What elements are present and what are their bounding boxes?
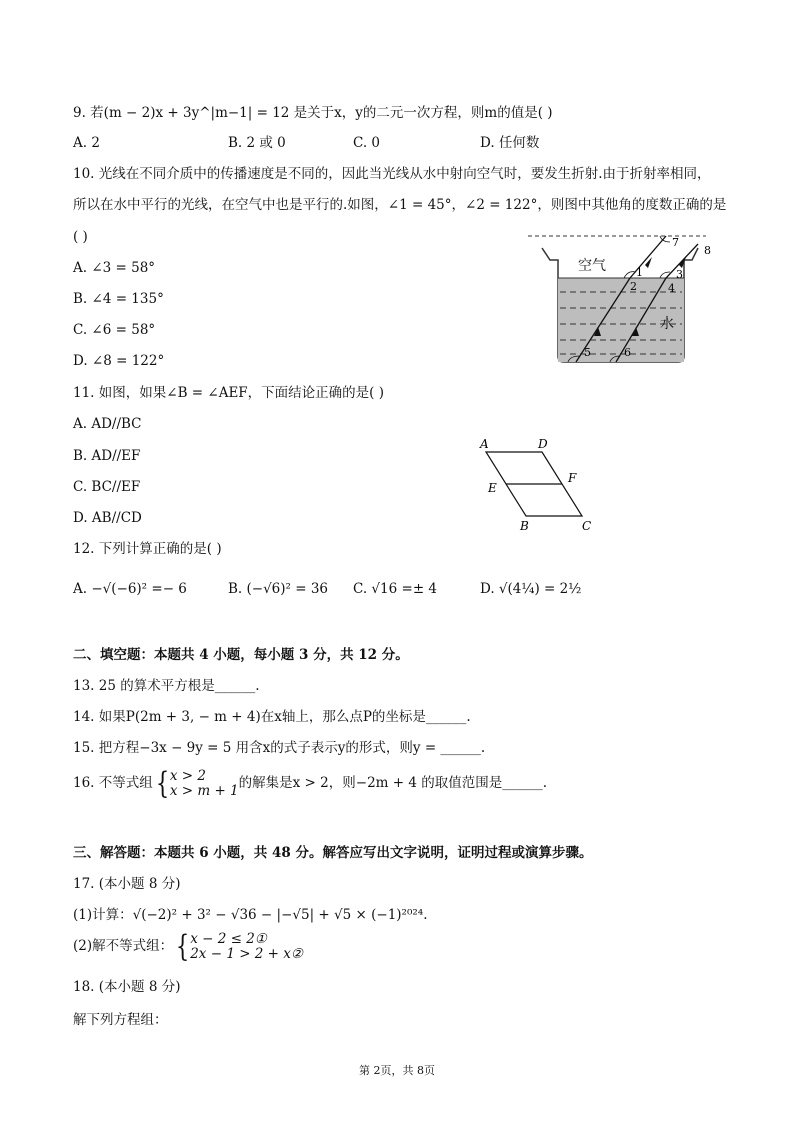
q16-system-line2: x > m + 1 <box>169 782 239 799</box>
q16-system-line1: x > 2 <box>169 767 206 784</box>
q14-line: 14. 如果P(2m + 3, − m + 4)在x轴上，那么点P的坐标是______. <box>73 709 471 725</box>
q18-body: 解下列方程组： <box>73 1012 168 1028</box>
q16-line <box>73 765 548 801</box>
point-c-label: C <box>582 519 592 532</box>
air-label: 空气 <box>578 258 606 274</box>
q9-option-b: B. 2 或 0 <box>228 135 286 151</box>
q10-option-a: A. ∠3 = 58° <box>73 260 156 276</box>
point-d-label: D <box>538 437 548 451</box>
q11-option-b: B. AD//EF <box>73 448 141 464</box>
section3-title: 三、解答题：本题共 6 小题，共 48 分。解答应写出文字说明，证明过程或演算步骤。 <box>73 845 593 861</box>
angle-7-label: 7 <box>672 236 679 249</box>
q11-option-d: D. AB//CD <box>73 510 142 526</box>
angle-3-label: 3 <box>676 268 683 281</box>
q16-suffix: 的解集是x > 2，则−2m + 4 的取值范围是______. <box>238 775 548 791</box>
angle-8-label: 8 <box>704 244 711 257</box>
angle-4-label: 4 <box>668 282 675 295</box>
q18-head: 18. (本小题 8 分) <box>73 979 181 995</box>
q13-line: 13. 25 的算术平方根是______. <box>73 678 260 694</box>
q9-stem: 9. 若(m − 2)x + 3y^|m−1| = 12 是关于x，y的二元一次方程，则m的值是( ) <box>73 105 553 121</box>
q10-option-b: B. ∠4 = 135° <box>73 291 164 307</box>
q17-system <box>190 932 303 962</box>
q16-prefix: 16. 不等式组 <box>73 775 153 791</box>
q11-option-c: C. BC//EF <box>73 479 141 495</box>
angle-5-label: 5 <box>584 346 591 359</box>
angle-1-label: 1 <box>636 266 643 279</box>
q16-system <box>170 769 239 799</box>
q10-line1: 10. 光线在不同介质中的传播速度是不同的，因此当光线从水中射向空气时，要发生折射.由于折射率相同， <box>73 166 711 182</box>
q10-option-c: C. ∠6 = 58° <box>73 322 156 338</box>
q9-option-a: A. 2 <box>73 135 100 151</box>
angle-2-label: 2 <box>630 280 637 293</box>
q17-part2 <box>73 928 303 964</box>
page-footer: 第 2页，共 8页 <box>359 1064 435 1077</box>
q16-brace: { <box>155 765 169 801</box>
angle-6-label: 6 <box>624 346 631 359</box>
point-a-label: A <box>480 437 489 451</box>
water-label: 水 <box>660 316 674 332</box>
q15-line: 15. 把方程−3x − 9y = 5 用含x的式子表示y的形式，则y = ______. <box>73 740 486 756</box>
q12-option-b: B. (−√6)² = 36 <box>228 581 329 597</box>
q17-brace: { <box>175 928 190 964</box>
q12-option-c: C. √16 =± 4 <box>353 581 438 597</box>
refraction-figure <box>528 228 728 368</box>
q9-option-c: C. 0 <box>353 135 381 151</box>
point-e-label: E <box>488 481 497 495</box>
q17-system-line1: x − 2 ≤ 2① <box>190 930 267 947</box>
q17-head: 17. (本小题 8 分) <box>73 876 181 892</box>
q10-line3: ( ) <box>73 229 88 245</box>
q12-option-a: A. −√(−6)² =− 6 <box>73 581 187 597</box>
q17-system-line2: 2x − 1 > 2 + x② <box>190 945 303 962</box>
q11-option-a: A. AD//BC <box>73 416 142 432</box>
q10-option-d: D. ∠8 = 122° <box>73 353 165 369</box>
q11-stem: 11. 如图，如果∠B = ∠AEF，下面结论正确的是( ) <box>73 385 384 401</box>
q12-stem: 12. 下列计算正确的是( ) <box>73 541 222 557</box>
q17-part1: (1)计算：√(−2)² + 3² − √36 − |−√5| + √5 × (−1)²⁰²⁴. <box>73 907 428 923</box>
q12-option-d: D. √(4¼) = 2½ <box>480 581 582 597</box>
point-b-label: B <box>520 519 529 532</box>
section2-title: 二、填空题：本题共 4 小题，每小题 3 分，共 12 分。 <box>73 647 409 663</box>
parallelogram-figure <box>478 436 598 532</box>
q10-line2: 所以在水中平行的光线，在空气中也是平行的.如图，∠1 = 45°，∠2 = 122°，则图中其他角的度数正确的是 <box>73 197 727 213</box>
point-f-label: F <box>568 471 577 485</box>
q17-part2-prefix: (2)解不等式组： <box>73 938 174 954</box>
q9-option-d: D. 任何数 <box>480 135 540 151</box>
